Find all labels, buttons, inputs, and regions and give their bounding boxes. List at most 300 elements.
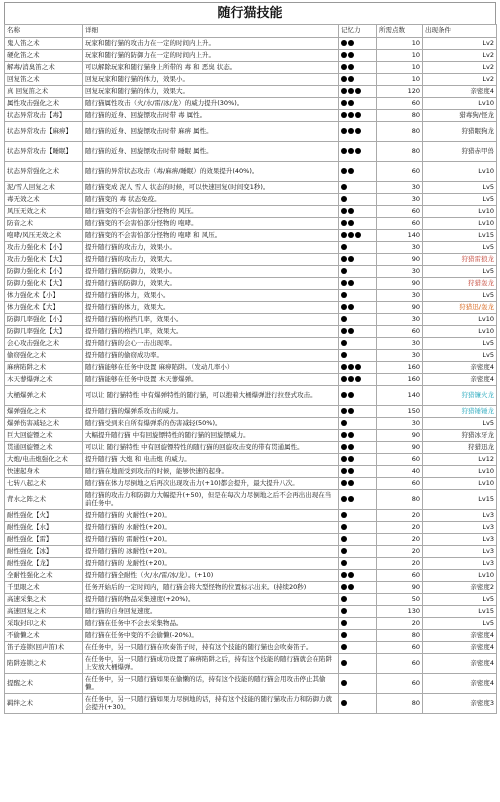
table-body xyxy=(5,38,497,714)
table-row xyxy=(5,338,497,350)
skill-points: 20 xyxy=(377,546,423,558)
skill-points: 80 xyxy=(377,142,423,162)
skill-detail: 在任务中，另一只随行猫如果力尽倒地的话，持有这个技能的随行猫攻击力和防御力就会提升(+30)。 xyxy=(83,694,339,714)
skill-name: 攻击力强化术【大】 xyxy=(5,254,83,266)
memory-dot-icon xyxy=(341,680,347,686)
table-row xyxy=(5,618,497,630)
memory-dots xyxy=(339,654,377,674)
memory-dots xyxy=(339,406,377,418)
skill-points: 80 xyxy=(377,630,423,642)
skill-detail: 提升随行猫的攻击力，效果大。 xyxy=(83,254,339,266)
skill-points: 80 xyxy=(377,110,423,122)
skill-name: 千里眼之术 xyxy=(5,582,83,594)
memory-dots xyxy=(339,302,377,314)
skill-points: 60 xyxy=(377,98,423,110)
skill-points: 90 xyxy=(377,302,423,314)
skill-points: 30 xyxy=(377,242,423,254)
memory-dot-icon xyxy=(341,392,347,398)
skill-name: 七转八起之术 xyxy=(5,478,83,490)
skill-name: 攻击力强化术【小】 xyxy=(5,242,83,254)
unlock-condition: Lv3 xyxy=(423,522,497,534)
skill-detail: 提升随行猫的 雷耐性(+20)。 xyxy=(83,534,339,546)
skill-detail: 提升随行猫 大炮 和 电击炮 的威力。 xyxy=(83,454,339,466)
table-row xyxy=(5,162,497,182)
memory-dot-icon xyxy=(341,128,347,134)
skill-name: 耐性强化【水】 xyxy=(5,522,83,534)
memory-dots xyxy=(339,98,377,110)
skill-points: 90 xyxy=(377,582,423,594)
memory-dot-icon xyxy=(348,208,354,214)
memory-dot-icon xyxy=(348,64,354,70)
memory-dots xyxy=(339,418,377,430)
table-row xyxy=(5,350,497,362)
skill-points: 50 xyxy=(377,594,423,606)
memory-dot-icon xyxy=(341,88,347,94)
table-row xyxy=(5,558,497,570)
skill-points: 60 xyxy=(377,642,423,654)
table-row xyxy=(5,266,497,278)
memory-dot-icon xyxy=(348,456,354,462)
skill-detail: 可以让 随行猫特性 中有回旋镖特性的随行猫的回旋攻击变的带有贯通属性。 xyxy=(83,442,339,454)
memory-dot-icon xyxy=(341,444,347,450)
skill-points: 20 xyxy=(377,534,423,546)
skill-points: 60 xyxy=(377,674,423,694)
memory-dot-icon xyxy=(341,468,347,474)
skill-name: 硬化笛之术 xyxy=(5,50,83,62)
skill-name: 防御几率强化【大】 xyxy=(5,326,83,338)
memory-dots xyxy=(339,606,377,618)
memory-dots xyxy=(339,442,377,454)
skill-detail: 提升随行猫的攻击力，效果小。 xyxy=(83,242,339,254)
skill-name: 木天蓼爆弹之术 xyxy=(5,374,83,386)
memory-dot-icon xyxy=(355,128,361,134)
skill-name: 解毒/消臭笛之术 xyxy=(5,62,83,74)
skill-detail: 提升随行猫的 水耐性(+20)。 xyxy=(83,522,339,534)
unlock-condition: Lv5 xyxy=(423,594,497,606)
skill-detail: 随行猫变成 泥人 雪人 状态的时候，可以快速回复(时间变1秒)。 xyxy=(83,182,339,194)
unlock-condition: Lv15 xyxy=(423,490,497,510)
skill-name: 体力强化术【小】 xyxy=(5,290,83,302)
memory-dots xyxy=(339,182,377,194)
table-row xyxy=(5,302,497,314)
table-row xyxy=(5,314,497,326)
memory-dots xyxy=(339,454,377,466)
memory-dot-icon xyxy=(341,280,347,286)
skill-detail: 可以让 随行猫特性 中有爆弹特性的随行猫，可以抱着大桶爆弹进行拉登式攻击。 xyxy=(83,386,339,406)
memory-dot-icon xyxy=(348,584,354,590)
skill-points: 20 xyxy=(377,522,423,534)
table-row xyxy=(5,534,497,546)
memory-dot-icon xyxy=(341,148,347,154)
memory-dots xyxy=(339,694,377,714)
memory-dots xyxy=(339,230,377,242)
memory-dot-icon xyxy=(355,112,361,118)
table-row xyxy=(5,694,497,714)
skill-detail: 随行猫的近身、回旋镖攻击时带 睡眠 属性。 xyxy=(83,142,339,162)
skill-points: 90 xyxy=(377,430,423,442)
skill-name: 耐性强化【雷】 xyxy=(5,534,83,546)
memory-dot-icon xyxy=(348,392,354,398)
skill-name: 泥/雪人回复之术 xyxy=(5,182,83,194)
unlock-condition: Lv2 xyxy=(423,62,497,74)
skill-points: 30 xyxy=(377,418,423,430)
memory-dot-icon xyxy=(355,364,361,370)
table-row xyxy=(5,122,497,142)
memory-dot-icon xyxy=(341,196,347,202)
unlock-condition: Lv3 xyxy=(423,510,497,522)
memory-dots xyxy=(339,490,377,510)
skill-points: 10 xyxy=(377,50,423,62)
skill-points: 30 xyxy=(377,194,423,206)
memory-dot-icon xyxy=(341,292,347,298)
memory-dot-icon xyxy=(348,100,354,106)
skill-name: 状态异常攻击【麻痹】 xyxy=(5,122,83,142)
skill-detail: 任务开始后的一定时间内，随行猫会将大型怪物的位置标示出来。(持续20秒) xyxy=(83,582,339,594)
memory-dot-icon xyxy=(341,220,347,226)
memory-dots xyxy=(339,242,377,254)
skill-points: 10 xyxy=(377,74,423,86)
memory-dot-icon xyxy=(348,444,354,450)
memory-dot-icon xyxy=(348,40,354,46)
skill-detail: 在任务中，另一只随行猫在吹奏笛子时，持有这个技能的随行猫也会吹奏笛子。 xyxy=(83,642,339,654)
skill-name: 体力强化术【大】 xyxy=(5,302,83,314)
memory-dot-icon xyxy=(341,644,347,650)
table-row xyxy=(5,642,497,654)
memory-dots xyxy=(339,630,377,642)
memory-dots xyxy=(339,558,377,570)
table-row xyxy=(5,442,497,454)
skill-points: 80 xyxy=(377,694,423,714)
unlock-condition: 亲密度4 xyxy=(423,642,497,654)
memory-dots xyxy=(339,314,377,326)
memory-dot-icon xyxy=(341,420,347,426)
table-row xyxy=(5,242,497,254)
skill-detail: 随行猫属性攻击（火/水/雷/冰/龙）的威力提升(30%)。 xyxy=(83,98,339,110)
table-row xyxy=(5,570,497,582)
table-row xyxy=(5,374,497,386)
memory-dots xyxy=(339,38,377,50)
memory-dot-icon xyxy=(341,620,347,626)
memory-dot-icon xyxy=(348,112,354,118)
memory-dots xyxy=(339,74,377,86)
memory-dots xyxy=(339,338,377,350)
unlock-condition: Lv10 xyxy=(423,466,497,478)
skill-table xyxy=(4,24,497,714)
memory-dots xyxy=(339,430,377,442)
memory-dots xyxy=(339,110,377,122)
table-row xyxy=(5,194,497,206)
unlock-condition: Lv10 xyxy=(423,218,497,230)
memory-dot-icon xyxy=(348,572,354,578)
skill-detail: 提升随行猫的 冰耐性(+20)。 xyxy=(83,546,339,558)
table-row xyxy=(5,50,497,62)
memory-dots xyxy=(339,534,377,546)
memory-dot-icon xyxy=(348,280,354,286)
unlock-condition: 亲密度4 xyxy=(423,674,497,694)
memory-dot-icon xyxy=(348,480,354,486)
skill-name: 防御力强化术【小】 xyxy=(5,266,83,278)
table-row xyxy=(5,466,497,478)
skill-name: 全耐性强化之术 xyxy=(5,570,83,582)
unlock-condition: Lv5 xyxy=(423,194,497,206)
unlock-condition: 亲密度4 xyxy=(423,374,497,386)
skill-detail: 随行猫在地面受到攻击的时候，能够快速的起身。 xyxy=(83,466,339,478)
skill-detail: 回复玩家和随行猫的体力，效果大。 xyxy=(83,86,339,98)
skill-name: 防御几率强化【小】 xyxy=(5,314,83,326)
skill-detail: 随行猫能够在任务中设置 麻痹陷阱。（发动几率小） xyxy=(83,362,339,374)
unlock-condition: Lv3 xyxy=(423,558,497,570)
skill-points: 90 xyxy=(377,442,423,454)
skill-name: 羁绊之术 xyxy=(5,694,83,714)
unlock-condition: 狩猎冰牙龙 xyxy=(423,430,497,442)
memory-dots xyxy=(339,374,377,386)
skill-name: 真 回复笛之术 xyxy=(5,86,83,98)
unlock-condition: 亲密度4 xyxy=(423,654,497,674)
skill-points: 60 xyxy=(377,218,423,230)
skill-points: 60 xyxy=(377,570,423,582)
skill-detail: 提升随行猫的体力，效果大。 xyxy=(83,302,339,314)
skill-detail: 随行猫的自身回复速度。 xyxy=(83,606,339,618)
memory-dot-icon xyxy=(341,560,347,566)
unlock-condition: Lv5 xyxy=(423,338,497,350)
memory-dot-icon xyxy=(341,52,347,58)
skill-name: 回复笛之术 xyxy=(5,74,83,86)
skill-name: 状态异常攻击【毒】 xyxy=(5,110,83,122)
memory-dot-icon xyxy=(341,340,347,346)
memory-dot-icon xyxy=(341,304,347,310)
skill-points: 30 xyxy=(377,290,423,302)
table-row xyxy=(5,454,497,466)
page-title: 随行猫技能 xyxy=(4,2,496,24)
unlock-condition: Lv10 xyxy=(423,570,497,582)
skill-detail: 提升随行猫的格挡几率，效果大。 xyxy=(83,326,339,338)
skill-detail: 可以解除玩家和随行猫身上所带的 毒 和 恶臭 状态。 xyxy=(83,62,339,74)
unlock-condition: Lv10 xyxy=(423,206,497,218)
skill-detail: 随行猫变的不会害怕部分怪物的 咆哮 和 风压。 xyxy=(83,230,339,242)
skill-detail: 在任务中，另一只随行猫成功设置了麻痹陷阱之后，持有这个技能的随行猫就会在陷阱上安放大桶爆弹。 xyxy=(83,654,339,674)
skill-points: 20 xyxy=(377,558,423,570)
unlock-condition: Lv5 xyxy=(423,418,497,430)
table-row xyxy=(5,230,497,242)
memory-dot-icon xyxy=(341,608,347,614)
memory-dot-icon xyxy=(341,480,347,486)
memory-dot-icon xyxy=(355,232,361,238)
memory-dot-icon xyxy=(348,220,354,226)
skill-name: 高速采集之术 xyxy=(5,594,83,606)
unlock-condition: 狩猎镰火龙 xyxy=(423,386,497,406)
skill-detail: 随行猫在任务中变的不会偷懒(-20%)。 xyxy=(83,630,339,642)
memory-dots xyxy=(339,582,377,594)
memory-dots xyxy=(339,642,377,654)
skill-name: 咆哮/风压无效之术 xyxy=(5,230,83,242)
header-detail: 详细 xyxy=(83,25,339,38)
skill-points: 80 xyxy=(377,122,423,142)
table-row xyxy=(5,290,497,302)
skill-points: 60 xyxy=(377,162,423,182)
memory-dot-icon xyxy=(348,232,354,238)
header-name: 名称 xyxy=(5,25,83,38)
table-row xyxy=(5,206,497,218)
skill-points: 40 xyxy=(377,466,423,478)
memory-dots xyxy=(339,674,377,694)
memory-dot-icon xyxy=(348,168,354,174)
skill-points: 120 xyxy=(377,86,423,98)
unlock-condition: 猎毒狗/怪龙 xyxy=(423,110,497,122)
skill-detail: 随行猫的近身、回旋镖攻击时带 毒 属性。 xyxy=(83,110,339,122)
skill-points: 30 xyxy=(377,314,423,326)
memory-dot-icon xyxy=(341,112,347,118)
memory-dot-icon xyxy=(341,100,347,106)
skill-name: 会心攻击强化之术 xyxy=(5,338,83,350)
skill-detail: 随行猫变的不会害怕部分怪物的 风压。 xyxy=(83,206,339,218)
unlock-condition: Lv5 xyxy=(423,618,497,630)
skill-points: 30 xyxy=(377,338,423,350)
table-row xyxy=(5,546,497,558)
skill-detail: 玩家和随行猫的攻击力在一定的时间内上升。 xyxy=(83,38,339,50)
unlock-condition: 亲密度4 xyxy=(423,362,497,374)
skill-points: 160 xyxy=(377,374,423,386)
memory-dots xyxy=(339,194,377,206)
unlock-condition: 亲密度4 xyxy=(423,86,497,98)
memory-dot-icon xyxy=(355,376,361,382)
memory-dot-icon xyxy=(341,256,347,262)
skill-name: 麻痹陷阱之术 xyxy=(5,362,83,374)
memory-dot-icon xyxy=(348,88,354,94)
memory-dots xyxy=(339,362,377,374)
table-row xyxy=(5,182,497,194)
skill-name: 状态异常攻击【睡眠】 xyxy=(5,142,83,162)
skill-detail: 提升随行猫的偷窃成功率。 xyxy=(83,350,339,362)
memory-dot-icon xyxy=(341,208,347,214)
skill-points: 160 xyxy=(377,362,423,374)
memory-dot-icon xyxy=(348,364,354,370)
memory-dot-icon xyxy=(348,148,354,154)
unlock-condition: Lv10 xyxy=(423,314,497,326)
memory-dot-icon xyxy=(341,660,347,666)
skill-name: 背水之阵之术 xyxy=(5,490,83,510)
table-row xyxy=(5,510,497,522)
skill-name: 状态异常强化之术 xyxy=(5,162,83,182)
skill-points: 20 xyxy=(377,510,423,522)
memory-dot-icon xyxy=(341,364,347,370)
skill-detail: 玩家和随行猫的防御力在一定的时间内上升。 xyxy=(83,50,339,62)
skill-name: 提醒之术 xyxy=(5,674,83,694)
memory-dots xyxy=(339,162,377,182)
memory-dot-icon xyxy=(348,432,354,438)
unlock-condition: 狩猎眠狗龙 xyxy=(423,122,497,142)
memory-dot-icon xyxy=(348,76,354,82)
skill-name: 防御力强化术【大】 xyxy=(5,278,83,290)
unlock-condition: Lv3 xyxy=(423,546,497,558)
table-row xyxy=(5,74,497,86)
memory-dot-icon xyxy=(341,524,347,530)
table-row xyxy=(5,406,497,418)
memory-dot-icon xyxy=(341,232,347,238)
skill-points: 30 xyxy=(377,182,423,194)
memory-dot-icon xyxy=(341,376,347,382)
skill-detail: 随行猫的攻击力和防御力大幅提升(+50)，但是在每次力尽倒地之后不会再出出现在当前任务中。 xyxy=(83,490,339,510)
memory-dots xyxy=(339,266,377,278)
memory-dot-icon xyxy=(341,584,347,590)
memory-dots xyxy=(339,510,377,522)
memory-dots xyxy=(339,254,377,266)
skill-name: 快速起身术 xyxy=(5,466,83,478)
memory-dot-icon xyxy=(341,572,347,578)
memory-dot-icon xyxy=(348,52,354,58)
skill-points: 80 xyxy=(377,490,423,510)
table-row xyxy=(5,362,497,374)
table-row xyxy=(5,490,497,510)
table-row xyxy=(5,278,497,290)
table-row xyxy=(5,326,497,338)
skill-points: 60 xyxy=(377,478,423,490)
memory-dot-icon xyxy=(341,496,347,502)
table-row xyxy=(5,38,497,50)
skill-name: 偷窃强化之术 xyxy=(5,350,83,362)
skill-name: 耐性强化【火】 xyxy=(5,510,83,522)
skill-points: 30 xyxy=(377,350,423,362)
table-row xyxy=(5,110,497,122)
skill-name: 鬼人笛之术 xyxy=(5,38,83,50)
memory-dots xyxy=(339,122,377,142)
memory-dot-icon xyxy=(341,40,347,46)
table-row xyxy=(5,606,497,618)
memory-dots xyxy=(339,350,377,362)
memory-dot-icon xyxy=(341,408,347,414)
skill-name: 不偷懒之术 xyxy=(5,630,83,642)
skill-detail: 随行猫在任务中不会去采集物品。 xyxy=(83,618,339,630)
unlock-condition: Lv10 xyxy=(423,326,497,338)
unlock-condition: 狩猎迅/轰龙 xyxy=(423,302,497,314)
table-row xyxy=(5,386,497,406)
skill-detail: 提升随行猫的物品采集速度(+20%)。 xyxy=(83,594,339,606)
memory-dot-icon xyxy=(348,256,354,262)
memory-dots xyxy=(339,290,377,302)
skill-detail: 提升随行猫的防御力，效果小。 xyxy=(83,266,339,278)
unlock-condition: Lv10 xyxy=(423,478,497,490)
memory-dot-icon xyxy=(348,304,354,310)
table-row xyxy=(5,522,497,534)
header-condition: 出现条件 xyxy=(423,25,497,38)
memory-dots xyxy=(339,546,377,558)
skill-detail: 提升随行猫的 龙耐性(+20)。 xyxy=(83,558,339,570)
unlock-condition: Lv5 xyxy=(423,266,497,278)
unlock-condition: 狩猎雷狼龙 xyxy=(423,254,497,266)
skill-name: 陷阱连锁之术 xyxy=(5,654,83,674)
memory-dot-icon xyxy=(341,432,347,438)
skill-name: 毒无效之术 xyxy=(5,194,83,206)
memory-dot-icon xyxy=(341,184,347,190)
skill-detail: 随行猫受到来自所有爆弹系的伤害减轻(50%)。 xyxy=(83,418,339,430)
unlock-condition: Lv2 xyxy=(423,50,497,62)
memory-dot-icon xyxy=(341,268,347,274)
skill-name: 爆弹伤害减轻之术 xyxy=(5,418,83,430)
memory-dots xyxy=(339,386,377,406)
table-row xyxy=(5,478,497,490)
skill-points: 20 xyxy=(377,618,423,630)
unlock-condition: Lv5 xyxy=(423,242,497,254)
skill-name: 耐性强化【冰】 xyxy=(5,546,83,558)
skill-points: 60 xyxy=(377,454,423,466)
skill-detail: 随行猫的异常状态攻击（毒/麻痹/睡眠）的效果提升(40%)。 xyxy=(83,162,339,182)
table-row xyxy=(5,654,497,674)
skill-name: 爆弹强化之术 xyxy=(5,406,83,418)
unlock-condition: Lv10 xyxy=(423,98,497,110)
memory-dot-icon xyxy=(348,496,354,502)
memory-dot-icon xyxy=(341,512,347,518)
memory-dot-icon xyxy=(341,76,347,82)
memory-dots xyxy=(339,206,377,218)
